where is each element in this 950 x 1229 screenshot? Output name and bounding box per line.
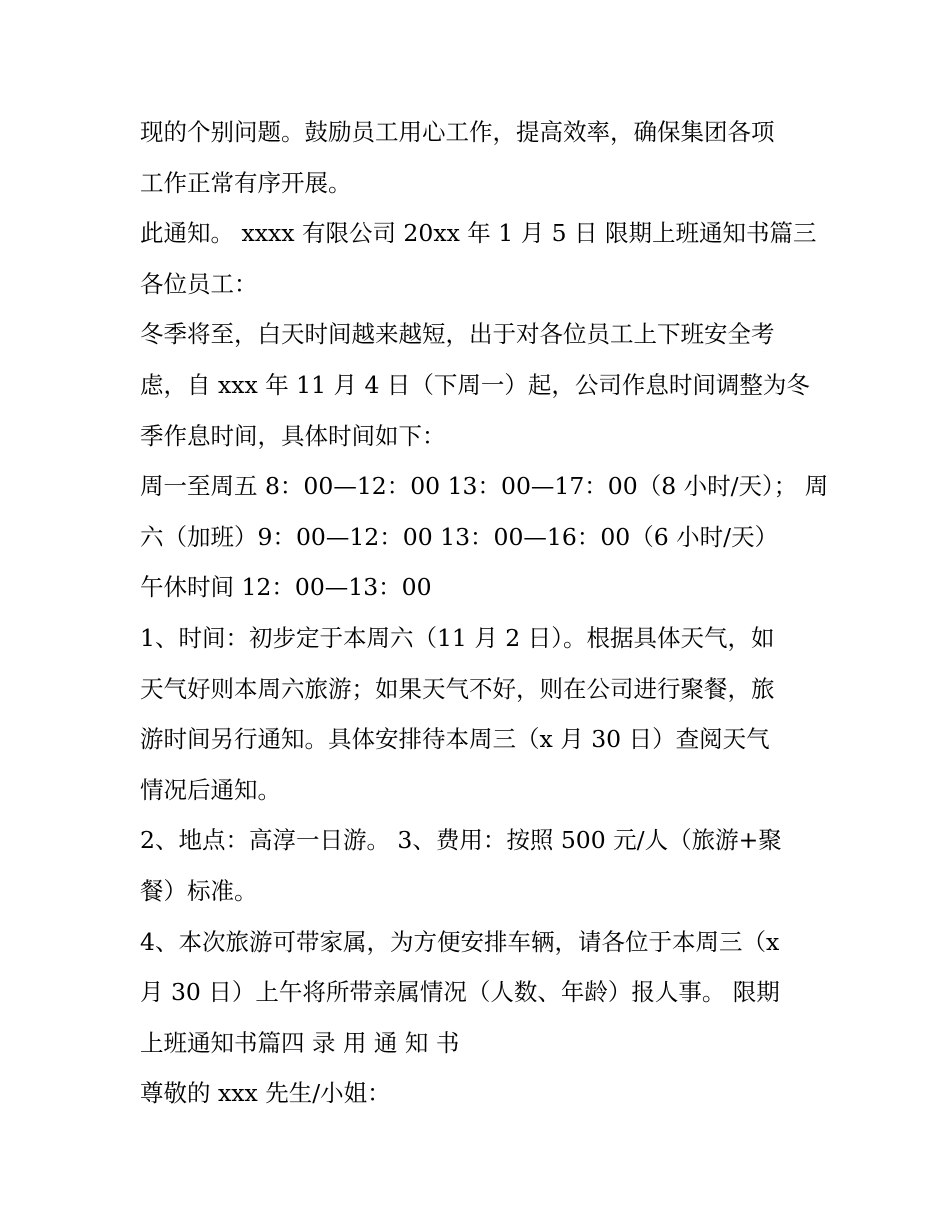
text-line: 虑，自 xxx 年 11 月 4 日（下周一）起，公司作息时间调整为冬 xyxy=(140,370,810,399)
text-line: 季作息时间，具体时间如下： xyxy=(140,421,446,450)
text-line: 现的个别问题。鼓励员工用心工作，提高效率，确保集团各项 xyxy=(140,118,775,146)
document-body xyxy=(140,107,829,1119)
text-line: 游时间另行通知。具体安排待本周三（x 月 30 日）查阅天气 xyxy=(140,725,770,754)
text-line: 餐）标准。 xyxy=(140,876,258,905)
text-line: 冬季将至，白天时间越来越短，出于对各位员工上下班安全考 xyxy=(140,320,775,349)
text-line: 午休时间 12：00—13：00 xyxy=(140,573,432,602)
text-line: 1、时间：初步定于本周六（11 月 2 日）。根据具体天气，如 xyxy=(140,623,775,652)
text-line: 各位员工： xyxy=(140,269,258,298)
text-line: 情况后通知。 xyxy=(140,775,281,804)
text-line: 月 30 日）上午将所带亲属情况（人数、年龄）报人事。 限期 xyxy=(140,978,780,1007)
text-line: 上班通知书篇四 录 用 通 知 书 xyxy=(140,1028,460,1057)
text-line: 工作正常有序开展。 xyxy=(140,168,352,197)
text-line: 六（加班）9：00—12：00 13：00—16：00（6 小时/天） xyxy=(140,522,779,551)
text-line: 此通知。 xxxx 有限公司 20xx 年 1 月 5 日 限期上班通知书篇三 xyxy=(140,219,817,248)
text-line: 4、本次旅游可带家属，为方便安排车辆，请各位于本周三（x xyxy=(140,927,780,956)
text-line: 2、地点：高淳一日游。 3、费用：按照 500 元/人（旅游+聚 xyxy=(140,826,782,855)
text-line: 天气好则本周六旅游；如果天气不好，则在公司进行聚餐，旅 xyxy=(140,674,775,703)
text-line: 尊敬的 xxx 先生/小姐： xyxy=(140,1079,391,1108)
text-line: 周一至周五 8：00—12：00 13：00—17：00（8 小时/天）； 周 xyxy=(140,472,829,501)
